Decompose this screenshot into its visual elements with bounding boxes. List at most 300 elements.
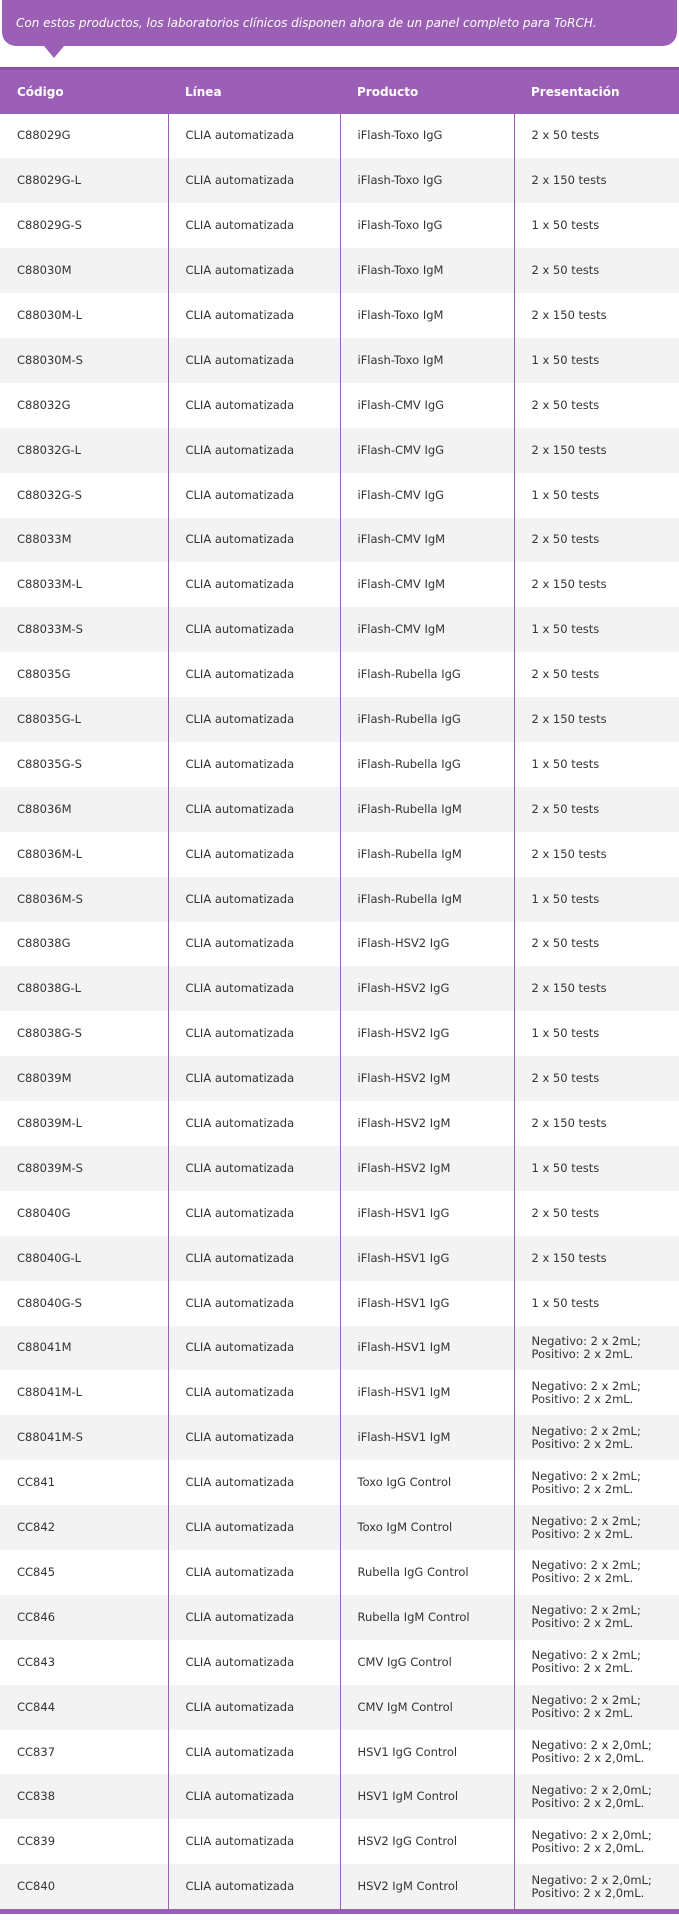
cell-producto-text: iFlash-Toxo IgM [357,352,444,367]
cell-linea-text: CLIA automatizada [185,1026,295,1041]
cell-presentacion [514,1640,679,1685]
cell-presentacion-text: 2 x 50 tests [531,667,600,682]
cell-presentacion [514,652,679,697]
cell-presentacion-text: Negativo: 2 x 2mL; [531,1423,641,1438]
table-row [0,832,679,877]
cell-producto-text: iFlash-HSV2 IgG [357,936,450,951]
cell-presentacion [514,1774,679,1819]
cell-presentacion [514,966,679,1011]
cell-linea-text: CLIA automatizada [185,1205,295,1220]
cell-presentacion-line2: Positivo: 2 x 2mL. [531,1616,634,1631]
cell-linea [168,338,340,383]
table-row [0,1550,679,1595]
cell-producto [340,922,514,967]
cell-codigo-text: C88030M-L [17,308,83,322]
cell-linea-text: CLIA automatizada [185,1340,295,1355]
cell-presentacion-line2: Positivo: 2 x 2mL. [531,1346,634,1361]
cell-producto-text: iFlash-Rubella IgG [357,712,461,727]
cell-presentacion-text: Negativo: 2 x 2,0mL; [531,1782,652,1797]
cell-producto-text: HSV1 IgM Control [357,1789,459,1804]
table-row [0,473,679,518]
cell-presentacion-text: Negativo: 2 x 2mL; [531,1378,641,1393]
cell-linea [168,203,340,248]
cell-producto-text: CMV IgM Control [357,1699,453,1714]
table-row [0,1460,679,1505]
table-row [0,1056,679,1101]
cell-producto [340,338,514,383]
cell-presentacion-text: 2 x 150 tests [531,846,607,861]
cell-presentacion-text: 2 x 150 tests [531,173,607,188]
cell-codigo-text: CC843 [17,1654,56,1669]
table-row [0,1415,679,1460]
cell-presentacion-line2: Positivo: 2 x 2mL. [531,1571,634,1586]
cell-codigo [0,607,168,652]
cell-linea-text: CLIA automatizada [185,1116,295,1131]
cell-presentacion-line2: Positivo: 2 x 2mL. [531,1526,634,1541]
cell-presentacion [514,1326,679,1371]
cell-producto-text: iFlash-Toxo IgM [357,263,444,278]
table-row [0,1640,679,1685]
cell-linea [168,293,340,338]
cell-presentacion [514,1191,679,1236]
cell-presentacion-text: Negativo: 2 x 2mL; [531,1333,641,1348]
cell-codigo-text: C88032G-S [17,487,82,502]
table-row [0,383,679,428]
cell-linea-text: CLIA automatizada [185,1071,295,1086]
cell-codigo [0,338,168,383]
table-row [0,1774,679,1819]
cell-linea-text: CLIA automatizada [185,218,295,233]
cell-presentacion [514,787,679,832]
cell-linea-text: CLIA automatizada [185,1160,295,1175]
cell-producto-text: HSV1 IgG Control [357,1744,458,1759]
cell-linea-text: CLIA automatizada [185,1250,295,1265]
cell-presentacion [514,203,679,248]
cell-presentacion-text: Negativo: 2 x 2mL; [531,1648,641,1663]
cell-codigo [0,1011,168,1056]
cell-codigo-text: C88041M [17,1340,72,1355]
cell-producto-text: iFlash-HSV1 IgG [357,1205,450,1220]
table-row [0,1281,679,1326]
cell-linea-text: CLIA automatizada [185,577,295,592]
cell-codigo-text: C88030M [17,263,72,278]
cell-presentacion-line2: Positivo: 2 x 2mL. [531,1391,634,1406]
cell-presentacion [514,1146,679,1191]
cell-producto [340,293,514,338]
cell-linea-text: CLIA automatizada [185,532,295,547]
header-producto: Producto [340,69,514,114]
cell-presentacion-text: 2 x 150 tests [531,442,607,457]
cell-presentacion-text: Negativo: 2 x 2,0mL; [531,1827,652,1842]
cell-producto [340,1730,514,1775]
cell-codigo-text: CC846 [17,1609,56,1624]
cell-linea [168,428,340,473]
cell-producto-text: iFlash-HSV1 IgM [357,1340,451,1355]
cell-codigo [0,1685,168,1730]
cell-presentacion-text: 2 x 50 tests [531,801,600,816]
cell-linea-text: CLIA automatizada [185,1295,295,1310]
cell-producto-text: Rubella IgM Control [357,1609,470,1624]
cell-codigo [0,293,168,338]
cell-presentacion-text: 2 x 150 tests [531,1116,607,1131]
cell-producto [340,1774,514,1819]
cell-presentacion-text: Negativo: 2 x 2mL; [531,1603,641,1618]
cell-codigo-text: C88029G-L [17,173,82,188]
cell-codigo-text: C88039M [17,1071,72,1086]
table-row [0,1505,679,1550]
table-row [0,1595,679,1640]
cell-linea [168,1685,340,1730]
cell-linea-text: CLIA automatizada [185,1834,295,1849]
cell-linea [168,1550,340,1595]
cell-producto [340,607,514,652]
table-row [0,338,679,383]
cell-producto [340,383,514,428]
table-row [0,697,679,742]
cell-producto [340,1819,514,1864]
table-row [0,158,679,203]
cell-producto [340,652,514,697]
cell-producto-text: iFlash-HSV2 IgG [357,1026,450,1041]
cell-codigo-text: C88040G-S [17,1295,82,1310]
cell-presentacion [514,114,679,159]
cell-presentacion [514,562,679,607]
cell-codigo-text: C88040G-L [17,1250,82,1265]
cell-codigo [0,742,168,787]
cell-linea-text: CLIA automatizada [185,1879,295,1894]
cell-linea [168,473,340,518]
cell-presentacion [514,832,679,877]
cell-codigo-text: C88036M-S [17,891,83,906]
cell-producto-text: iFlash-Toxo IgG [357,218,443,233]
table-body [0,114,679,1910]
cell-codigo-text: C88038G [17,936,71,951]
cell-codigo [0,1460,168,1505]
cell-producto-text: iFlash-Rubella IgM [357,891,462,906]
cell-producto [340,1640,514,1685]
cell-producto-text: CMV IgG Control [357,1654,452,1669]
cell-codigo [0,1774,168,1819]
cell-presentacion [514,1460,679,1505]
cell-linea-text: CLIA automatizada [185,352,295,367]
cell-producto [340,1415,514,1460]
cell-producto-text: Rubella IgG Control [357,1564,469,1579]
cell-linea [168,383,340,428]
cell-presentacion-line2: Positivo: 2 x 2,0mL. [531,1885,645,1900]
cell-codigo-text: C88032G-L [17,442,82,457]
cell-presentacion [514,1550,679,1595]
cell-codigo [0,1730,168,1775]
header-linea: Línea [168,69,340,114]
cell-linea-text: CLIA automatizada [185,128,295,143]
cell-codigo-text: CC838 [17,1789,56,1804]
cell-producto [340,1236,514,1281]
cell-codigo [0,787,168,832]
cell-linea-text: CLIA automatizada [185,397,295,412]
cell-linea [168,1730,340,1775]
cell-linea [168,1236,340,1281]
cell-codigo [0,518,168,563]
cell-producto-text: iFlash-Toxo IgM [357,308,444,322]
cell-presentacion-text: 2 x 50 tests [531,128,600,143]
cell-producto-text: iFlash-Rubella IgG [357,756,461,771]
cell-producto-text: iFlash-Rubella IgG [357,667,461,682]
cell-linea [168,607,340,652]
cell-codigo-text: C88038G-L [17,981,82,996]
header-codigo: Código [0,69,168,114]
cell-codigo [0,1864,168,1909]
cell-linea [168,1370,340,1415]
cell-producto-text: iFlash-HSV1 IgG [357,1295,450,1310]
cell-codigo-text: C88033M-L [17,577,83,592]
table-row [0,1819,679,1864]
cell-presentacion-text: 2 x 150 tests [531,577,607,592]
cell-presentacion-text: 2 x 150 tests [531,981,607,996]
table-row [0,562,679,607]
cell-linea-text: CLIA automatizada [185,1430,295,1445]
cell-linea-text: CLIA automatizada [185,846,295,861]
cell-presentacion [514,1685,679,1730]
cell-codigo-text: C88030M-S [17,352,83,367]
cell-producto [340,1146,514,1191]
table-row [0,114,679,159]
cell-producto [340,1281,514,1326]
cell-presentacion-text: 1 x 50 tests [531,1026,600,1041]
cell-presentacion [514,338,679,383]
cell-producto-text: iFlash-CMV IgG [357,397,445,412]
cell-linea-text: CLIA automatizada [185,801,295,816]
cell-codigo [0,1415,168,1460]
cell-presentacion-text: 2 x 50 tests [531,532,600,547]
cell-presentacion-text: 1 x 50 tests [531,891,600,906]
cell-presentacion [514,293,679,338]
cell-producto [340,1460,514,1505]
table-row [0,966,679,1011]
cell-codigo [0,1505,168,1550]
cell-codigo-text: CC842 [17,1520,56,1535]
cell-codigo-text: C88035G-L [17,712,82,727]
cell-producto [340,248,514,293]
cell-codigo [0,832,168,877]
cell-producto-text: iFlash-Rubella IgM [357,846,462,861]
table-row [0,1101,679,1146]
cell-linea-text: CLIA automatizada [185,756,295,771]
cell-presentacion [514,158,679,203]
cell-codigo-text: C88036M [17,801,72,816]
cell-producto-text: iFlash-HSV2 IgG [357,981,450,996]
cell-codigo-text: C88040G [17,1205,71,1220]
cell-linea-text: CLIA automatizada [185,891,295,906]
cell-linea [168,248,340,293]
cell-presentacion [514,1864,679,1909]
cell-producto-text: HSV2 IgM Control [357,1879,459,1894]
cell-producto-text: Toxo IgM Control [357,1520,453,1535]
cell-linea-text: CLIA automatizada [185,1789,295,1804]
table-row [0,787,679,832]
cell-presentacion [514,383,679,428]
cell-presentacion [514,1505,679,1550]
cell-linea-text: CLIA automatizada [185,1520,295,1535]
cell-presentacion [514,518,679,563]
cell-linea [168,1415,340,1460]
cell-producto-text: iFlash-Toxo IgG [357,173,443,188]
cell-presentacion-text: 1 x 50 tests [531,487,600,502]
cell-linea-text: CLIA automatizada [185,487,295,502]
cell-producto-text: iFlash-HSV2 IgM [357,1116,451,1131]
callout-pointer [44,46,64,58]
cell-linea [168,966,340,1011]
cell-codigo [0,1550,168,1595]
table-row [0,1370,679,1415]
cell-codigo [0,922,168,967]
cell-presentacion-line2: Positivo: 2 x 2,0mL. [531,1751,645,1765]
cell-producto [340,114,514,159]
cell-linea-text: CLIA automatizada [185,1385,295,1400]
cell-codigo [0,1101,168,1146]
cell-producto-text: iFlash-HSV1 IgG [357,1250,450,1265]
cell-presentacion [514,607,679,652]
cell-linea [168,1595,340,1640]
cell-codigo-text: C88033M [17,532,72,547]
cell-producto-text: iFlash-CMV IgM [357,622,446,637]
cell-presentacion-text: 2 x 50 tests [531,1205,600,1220]
cell-codigo-text: CC839 [17,1834,56,1849]
cell-linea [168,1281,340,1326]
cell-linea [168,652,340,697]
cell-linea [168,922,340,967]
cell-codigo-text: CC845 [17,1564,56,1579]
cell-linea [168,1819,340,1864]
cell-producto [340,1370,514,1415]
cell-producto [340,1550,514,1595]
cell-presentacion-text: 1 x 50 tests [531,218,600,233]
cell-presentacion [514,1730,679,1775]
cell-linea-text: CLIA automatizada [185,1744,295,1759]
cell-linea [168,877,340,922]
cell-codigo [0,966,168,1011]
cell-producto-text: iFlash-HSV1 IgM [357,1430,451,1445]
cell-codigo-text: CC844 [17,1699,56,1714]
cell-presentacion [514,1370,679,1415]
cell-codigo-text: C88035G-S [17,756,82,771]
cell-codigo [0,1640,168,1685]
cell-codigo [0,1056,168,1101]
cell-producto-text: HSV2 IgG Control [357,1834,458,1849]
cell-producto-text: iFlash-CMV IgG [357,442,445,457]
cell-codigo [0,1146,168,1191]
cell-presentacion [514,1101,679,1146]
cell-codigo-text: C88036M-L [17,846,83,861]
cell-codigo [0,1281,168,1326]
cell-linea-text: CLIA automatizada [185,1475,295,1490]
cell-codigo [0,428,168,473]
cell-linea-text: CLIA automatizada [185,712,295,727]
cell-presentacion [514,428,679,473]
cell-linea [168,1146,340,1191]
cell-presentacion-text: 2 x 50 tests [531,397,600,412]
cell-presentacion [514,1056,679,1101]
cell-presentacion-line2: Positivo: 2 x 2mL. [531,1436,634,1451]
cell-producto-text: iFlash-HSV1 IgM [357,1385,451,1400]
table-row [0,877,679,922]
cell-presentacion [514,1281,679,1326]
cell-linea-text: CLIA automatizada [185,667,295,682]
cell-producto-text: iFlash-Rubella IgM [357,801,462,816]
cell-codigo [0,1191,168,1236]
cell-codigo [0,158,168,203]
cell-presentacion [514,1415,679,1460]
cell-presentacion-text: Negativo: 2 x 2mL; [531,1513,641,1528]
cell-codigo-text: CC841 [17,1475,56,1490]
cell-producto [340,697,514,742]
cell-codigo [0,1326,168,1371]
cell-producto [340,203,514,248]
cell-linea-text: CLIA automatizada [185,1699,295,1714]
cell-presentacion [514,248,679,293]
cell-codigo-text: C88029G-S [17,218,82,233]
cell-producto [340,966,514,1011]
table-row [0,1236,679,1281]
cell-presentacion-text: 2 x 50 tests [531,1071,600,1086]
cell-producto [340,428,514,473]
cell-producto [340,742,514,787]
cell-linea [168,1864,340,1909]
cell-codigo [0,697,168,742]
cell-codigo [0,473,168,518]
cell-codigo-text: C88039M-L [17,1116,83,1131]
cell-producto-text: iFlash-CMV IgM [357,532,446,547]
cell-presentacion-text: Negativo: 2 x 2mL; [531,1693,641,1708]
table-row [0,1191,679,1236]
cell-codigo [0,383,168,428]
cell-codigo [0,877,168,922]
cell-codigo-text: C88038G-S [17,1026,82,1041]
cell-linea [168,1505,340,1550]
cell-linea [168,562,340,607]
cell-producto-text: iFlash-Toxo IgG [357,128,443,143]
cell-presentacion-text: 1 x 50 tests [531,1295,600,1310]
cell-linea-text: CLIA automatizada [185,1564,295,1579]
cell-presentacion-text: Negativo: 2 x 2mL; [531,1558,641,1573]
cell-producto [340,158,514,203]
cell-presentacion-text: 2 x 150 tests [531,1250,607,1265]
cell-presentacion-line2: Positivo: 2 x 2,0mL. [531,1795,645,1810]
cell-producto [340,787,514,832]
products-table-wrapper [0,67,679,1914]
cell-linea [168,832,340,877]
cell-presentacion [514,473,679,518]
table-row [0,742,679,787]
cell-linea [168,1101,340,1146]
cell-producto [340,518,514,563]
cell-presentacion-text: 1 x 50 tests [531,352,600,367]
cell-producto-text: iFlash-CMV IgM [357,577,446,592]
cell-producto-text: iFlash-HSV2 IgM [357,1071,451,1086]
cell-producto [340,1191,514,1236]
cell-codigo-text: C88041M-S [17,1430,83,1445]
cell-codigo-text: C88035G [17,667,71,682]
cell-producto [340,473,514,518]
table-row [0,652,679,697]
header-presentacion: Presentación [514,69,679,114]
cell-linea [168,1191,340,1236]
table-row [0,293,679,338]
cell-producto-text: iFlash-HSV2 IgM [357,1160,451,1175]
cell-linea-text: CLIA automatizada [185,622,295,637]
table-row [0,1146,679,1191]
cell-presentacion-text: 2 x 50 tests [531,936,600,951]
cell-linea-text: CLIA automatizada [185,263,295,278]
